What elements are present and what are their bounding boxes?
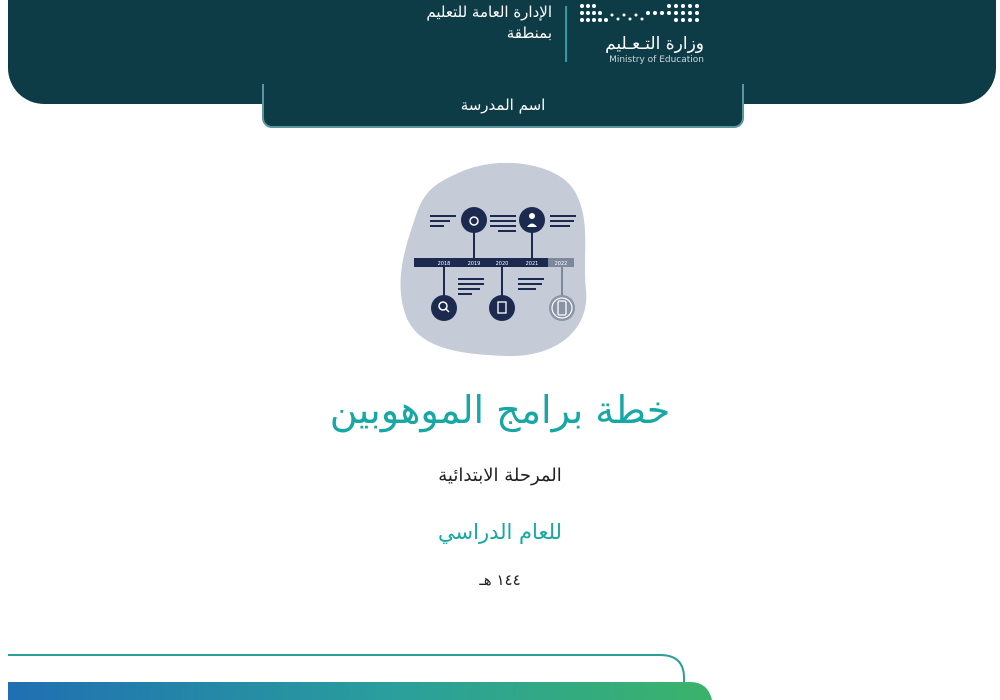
ministry-name-arabic: وزارة التـعـليم [605,34,704,54]
logo-divider [565,6,567,62]
school-name-label: اسم المدرسة [460,96,546,114]
footer-decoration [0,640,1000,700]
academic-year-label: للعام الدراسي [438,520,562,544]
document-title: خطة برامج الموهوبين [329,388,671,432]
timeline-year-label: 2021 [525,261,539,267]
education-admin-text [380,2,552,44]
hijri-year: ١٤٤ هـ [479,571,521,589]
admin-line-1: الإدارة العامة للتعليم [426,3,552,21]
admin-line-2: بمنطقة [506,24,552,42]
ministry-logo-dots-icon [578,2,704,28]
timeline-year-label: 2018 [437,261,451,267]
school-stage: المرحلة الابتدائية [438,465,562,486]
timeline-year-label: 2020 [495,261,509,267]
school-name-tab [262,84,744,128]
timeline-year-label: 2019 [467,261,481,267]
timeline-year-label: 2022 [554,261,568,267]
ministry-name-english: Ministry of Education [609,55,704,65]
timeline-infographic-icon [396,160,590,360]
